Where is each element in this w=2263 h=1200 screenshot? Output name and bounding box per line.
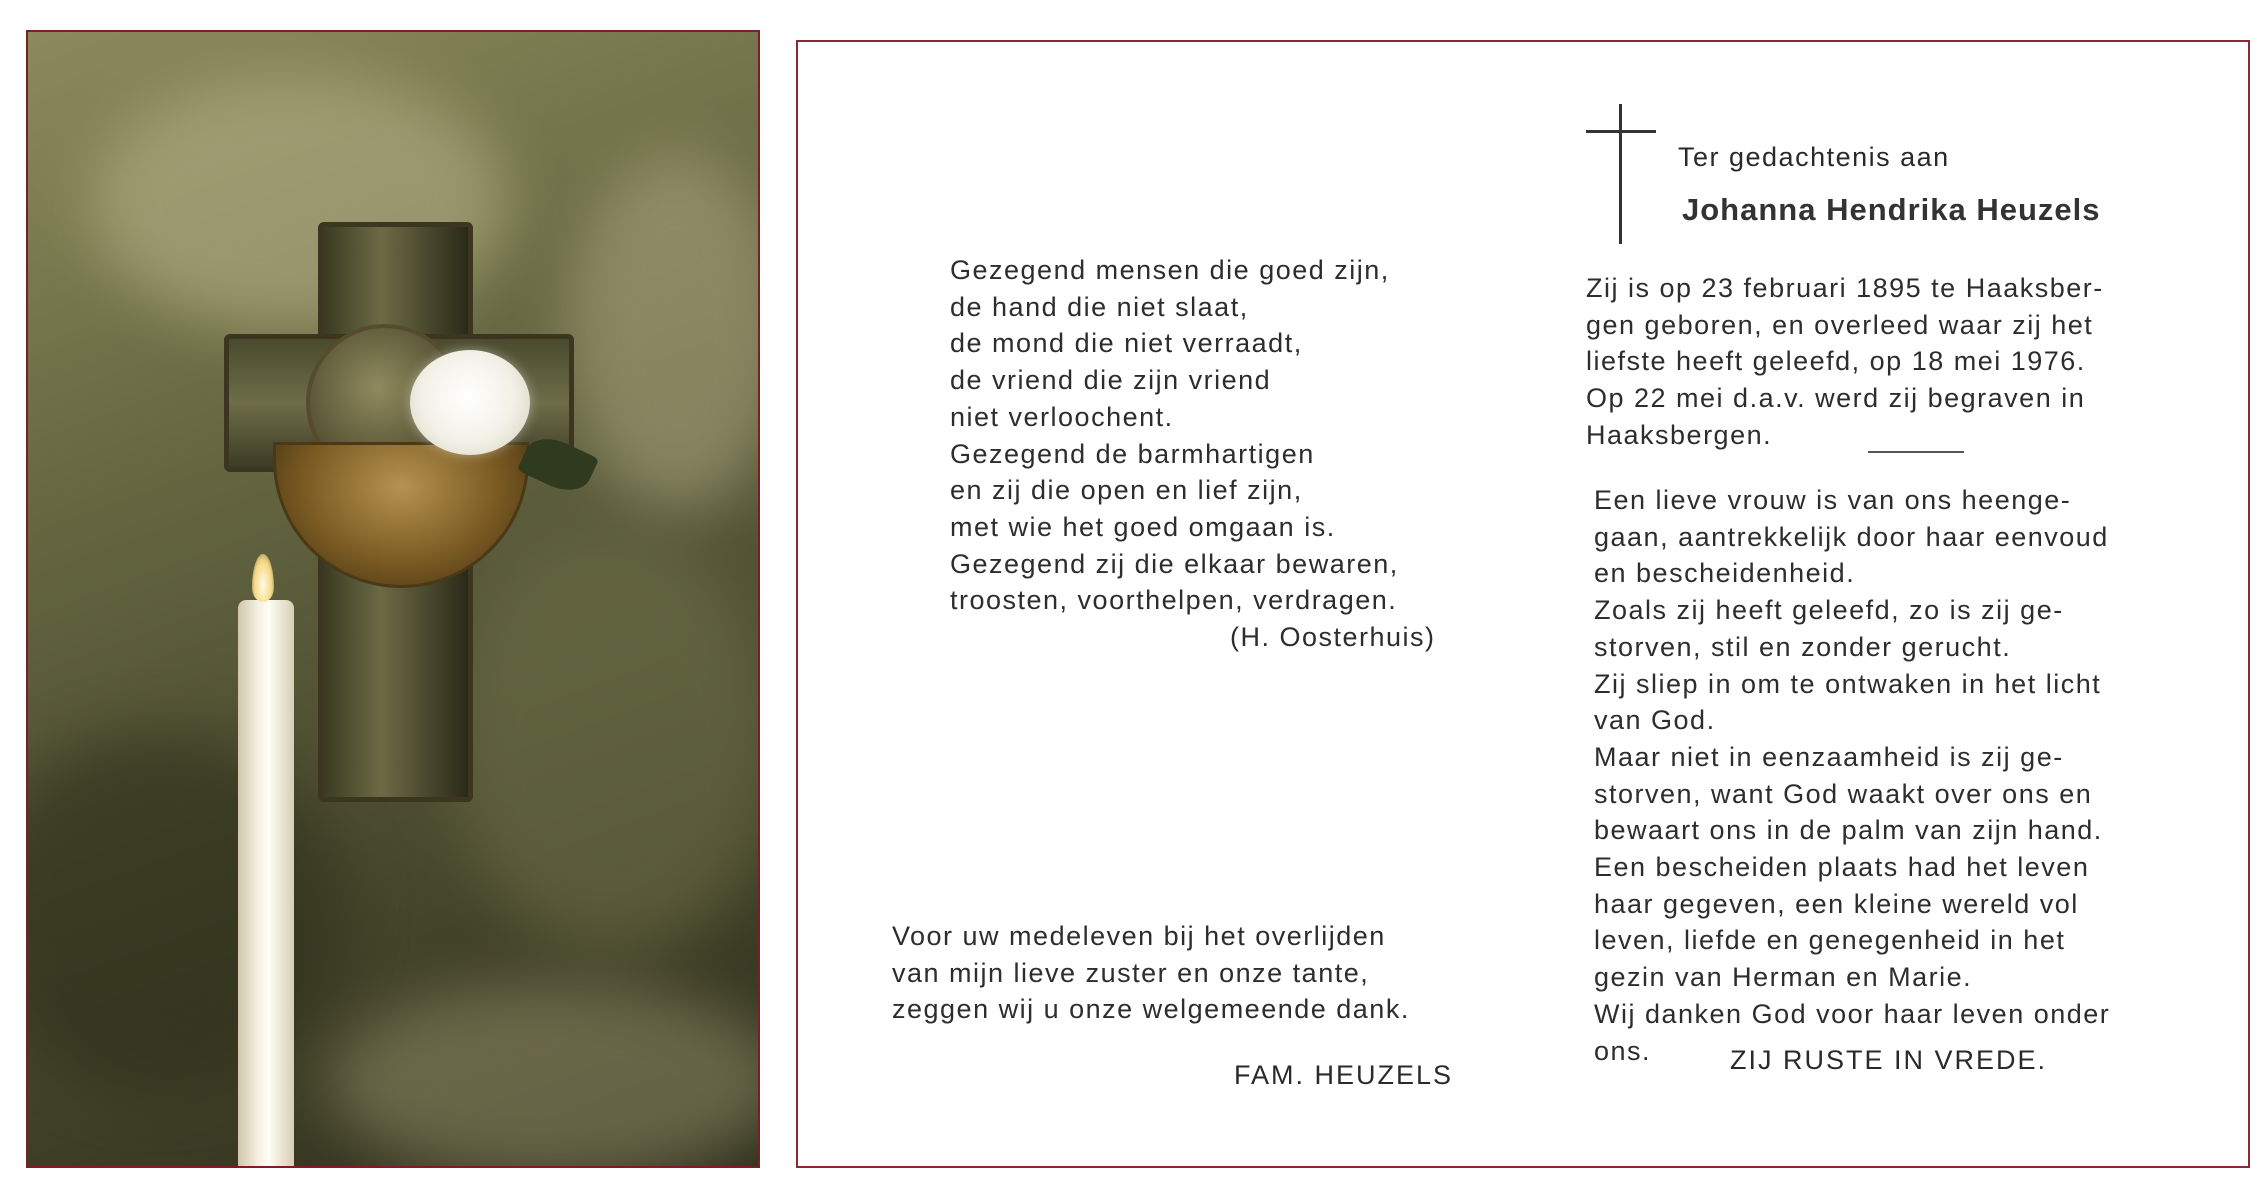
thanks-line: zeggen wij u onze welgemeende dank. [892,994,1410,1025]
thanks-line: van mijn lieve zuster en onze tante, [892,957,1370,988]
poem-line: Gezegend mensen die goed zijn, [950,255,1390,285]
poem-line: Gezegend zij die elkaar bewaren, [950,548,1399,579]
cross-icon [1586,104,1656,244]
verse-line: en bescheidenheid. [1594,558,1856,589]
verse-line: leven, liefde en genegenheid in het [1594,925,2066,956]
photo-card [26,30,760,1168]
verse-line: gezin van Herman en Marie. [1594,962,1973,993]
verse-line: Zoals zij heeft geleefd, zo is zij ge- [1594,595,2064,626]
candle-icon [238,600,294,1168]
poem-line: de vriend die zijn vriend [950,365,1272,396]
verse-line: Een bescheiden plaats had het leven [1594,852,2090,883]
bio-line: gen geboren, en overleed waar zij het [1586,309,2094,340]
flame-icon [252,554,274,602]
verse-line: Wij danken God voor haar leven onder [1594,998,2111,1029]
bio-line: Haaksbergen. [1586,419,1773,450]
poem-line: de hand die niet slaat, [950,291,1249,322]
poem-line: niet verloochent. [950,401,1174,432]
poem-line: troosten, voorthelpen, verdragen. [950,585,1398,616]
thanks-line: Voor uw medeleven bij het overlijden [892,921,1386,951]
biography [1586,270,2104,454]
bio-line: liefste heeft geleefd, op 18 mei 1976. [1586,346,2086,377]
closing-blessing: ZIJ RUSTE IN VREDE. [1730,1045,2048,1075]
bio-line: Zij is op 23 februari 1895 te Haaksber- [1586,273,2104,303]
deceased-name: Johanna Hendrika Heuzels [1682,192,2101,227]
verse-line: ons. [1594,1035,1652,1066]
poem-line: de mond die niet verraadt, [950,328,1303,359]
verse-line: Een lieve vrouw is van ons heenge- [1594,485,2072,515]
poem-line: en zij die open en lief zijn, [950,475,1303,506]
poem-line: Gezegend de barmhartigen [950,438,1315,469]
verse-line: haar gegeven, een kleine wereld vol [1594,888,2079,919]
verse-line: storven, stil en zonder gerucht. [1594,631,2012,662]
divider [1868,451,1964,453]
drapery-shadow [26,732,348,1092]
memorial-lead: Ter gedachtenis aan [1678,142,1950,172]
verse-line: gaan, aantrekkelijk door haar eenvoud [1594,521,2109,552]
poem [950,252,1436,656]
verse-line: van God. [1594,705,1716,736]
memorial-card [796,40,2250,1168]
poem-author: (H. Oosterhuis) [1230,622,1436,653]
bio-line: Op 22 mei d.a.v. werd zij begraven in [1586,383,2086,414]
verse-line: Zij sliep in om te ontwaken in het licht [1594,668,2102,699]
holy-water-font-icon [273,442,529,588]
drapery-fold [328,982,760,1168]
verse-line: Maar niet in eenzaamheid is zij ge- [1594,741,2064,772]
flower-icon [410,350,530,455]
family-signature: FAM. HEUZELS [1234,1060,1454,1090]
poem-line: met wie het goed omgaan is. [950,511,1336,542]
verse-line: bewaart ons in de palm van zijn hand. [1594,815,2103,846]
memorial-verse [1594,482,2110,1069]
drapery-fold [448,532,760,952]
thanks-note [892,918,1410,1028]
verse-line: storven, want God waakt over ons en [1594,778,2093,809]
